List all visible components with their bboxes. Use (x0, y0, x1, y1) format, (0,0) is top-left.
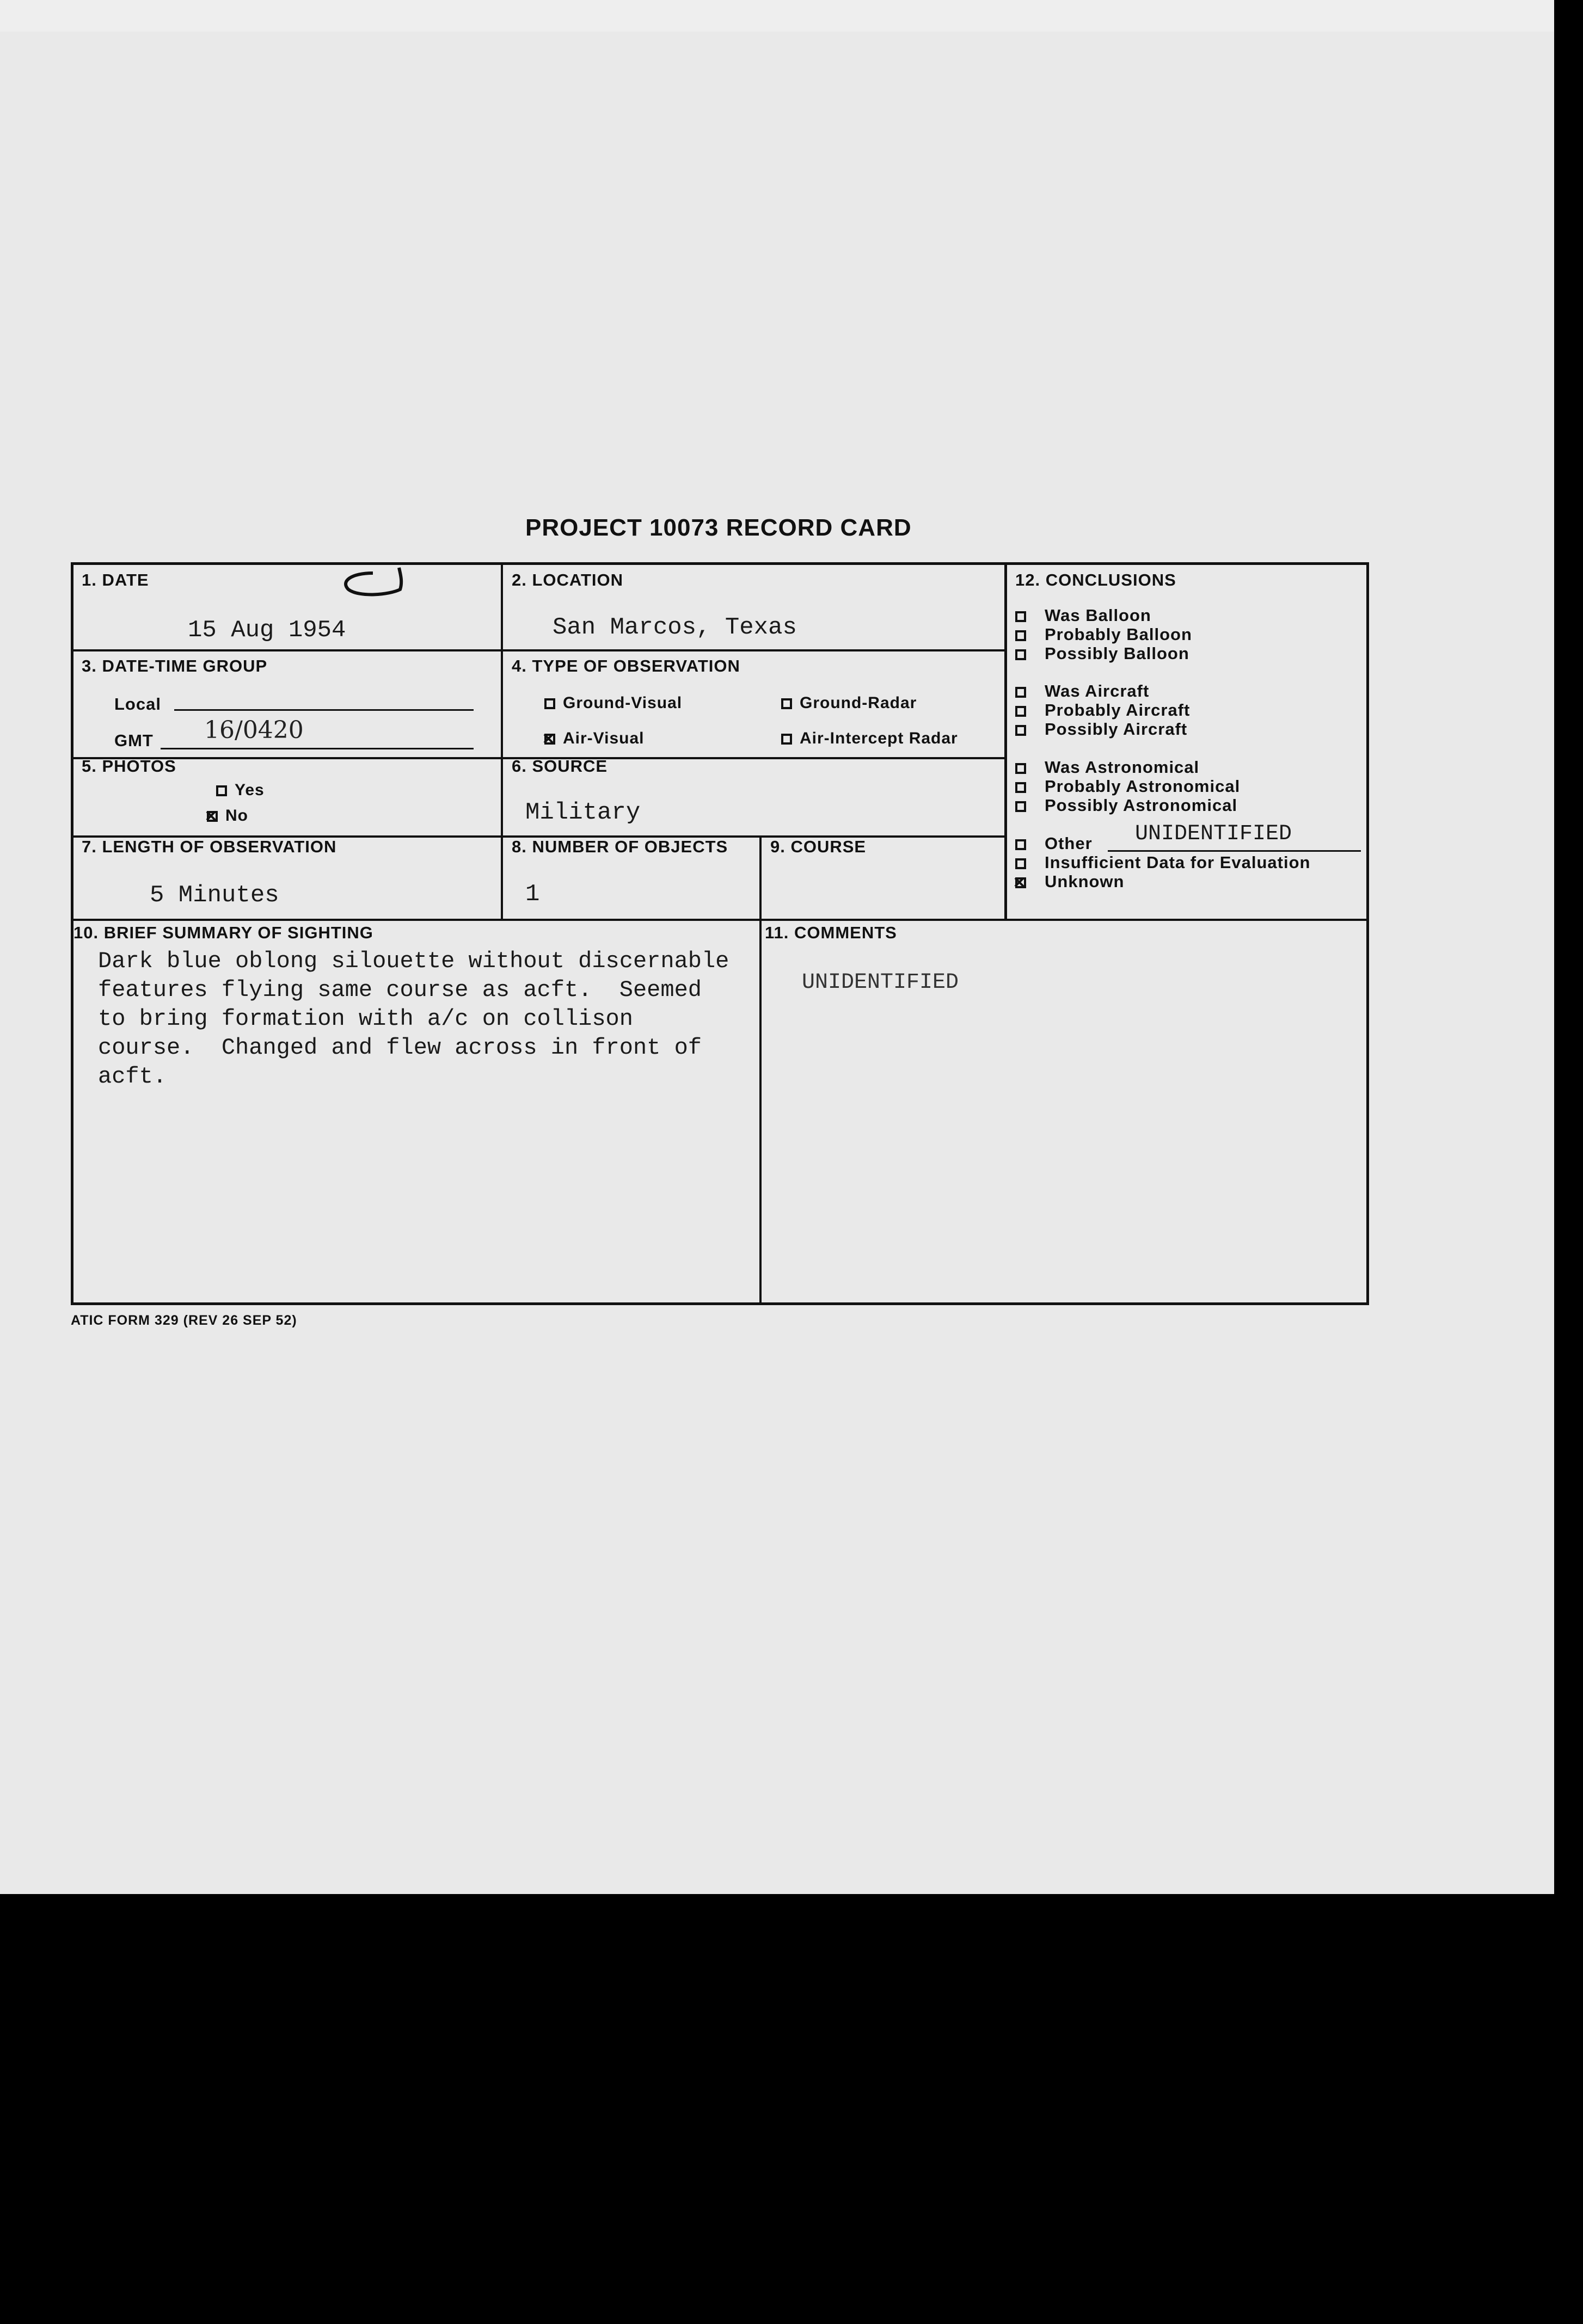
checkbox-icon (1015, 611, 1026, 622)
checkbox-icon (1015, 630, 1026, 641)
date-time-group-label: 3. DATE-TIME GROUP (82, 656, 268, 675)
conclusion-was-aircraft: Was Aircraft (1015, 681, 1149, 701)
number-value: 1 (525, 881, 540, 908)
course-label: 9. COURSE (770, 837, 867, 856)
checkbox-icon (1015, 649, 1026, 660)
top-strip (0, 0, 1554, 32)
comments-label: 11. COMMENTS (765, 923, 897, 942)
checkbox-icon (781, 698, 792, 709)
summary-label: 10. BRIEF SUMMARY OF SIGHTING (73, 923, 373, 942)
date-value: 15 Aug 1954 (188, 617, 346, 644)
conclusion-unknown: ×Unknown (1015, 872, 1125, 892)
option-air-intercept-radar: Air-Intercept Radar (781, 729, 958, 748)
location-value: San Marcos, Texas (553, 614, 797, 641)
checkbox-icon (1015, 687, 1026, 698)
checkbox-icon (1015, 858, 1026, 869)
conclusion-probably-balloon: Probably Balloon (1015, 625, 1192, 644)
form-footer: ATIC FORM 329 (REV 26 SEP 52) (71, 1313, 297, 1328)
checkbox-icon (544, 698, 555, 709)
record-card (71, 562, 1369, 1305)
gmt-value: 16/0420 (204, 716, 304, 744)
summary-line: acft. (98, 1063, 167, 1090)
card-title: PROJECT 10073 RECORD CARD (525, 514, 912, 541)
conclusion-probably-astronomical: Probably Astronomical (1015, 777, 1240, 796)
checked-box-icon (1015, 877, 1026, 888)
checked-box-icon (207, 811, 218, 822)
local-label: Local (114, 694, 161, 714)
type-of-observation-label: 4. TYPE OF OBSERVATION (512, 656, 740, 675)
summary-line: to bring formation with a/c on collison (98, 1006, 633, 1032)
source-value: Military (525, 799, 641, 826)
checkbox-icon (1015, 725, 1026, 736)
option-photos-yes: Yes (216, 781, 265, 800)
conclusion-possibly-balloon: Possibly Balloon (1015, 644, 1189, 663)
date-label: 1. DATE (82, 570, 149, 589)
scan-background (0, 1894, 1583, 2324)
handwritten-mark-icon (335, 565, 411, 603)
checkbox-icon (1015, 839, 1026, 850)
summary-line: Dark blue oblong silouette without discernable (98, 948, 729, 974)
option-ground-visual: Ground-Visual (544, 694, 682, 712)
checkbox-icon (1015, 706, 1026, 717)
conclusions-label: 12. CONCLUSIONS (1015, 570, 1176, 589)
checkbox-icon (1015, 782, 1026, 793)
conclusion-probably-aircraft: Probably Aircraft (1015, 700, 1190, 720)
location-label: 2. LOCATION (512, 570, 624, 589)
option-ground-radar: Ground-Radar (781, 694, 917, 712)
comments-value: UNIDENTIFIED (802, 970, 959, 995)
conclusion-possibly-aircraft: Possibly Aircraft (1015, 720, 1187, 739)
option-air-visual: ×Air-Visual (544, 729, 645, 748)
conclusion-other: Other (1015, 834, 1093, 853)
conclusion-possibly-astronomical: Possibly Astronomical (1015, 796, 1237, 815)
checked-box-icon (544, 734, 555, 745)
summary-line: course. Changed and flew across in front of (98, 1035, 702, 1061)
scan-edge (1554, 0, 1583, 1894)
source-label: 6. SOURCE (512, 757, 608, 776)
checkbox-icon (1015, 801, 1026, 812)
checkbox-icon (781, 734, 792, 745)
checkbox-icon (216, 785, 227, 796)
photos-label: 5. PHOTOS (82, 757, 176, 776)
length-label: 7. LENGTH OF OBSERVATION (82, 837, 337, 856)
length-value: 5 Minutes (150, 882, 279, 909)
option-photos-no: ×No (207, 807, 248, 825)
conclusion-insufficient-data: Insufficient Data for Evaluation (1015, 853, 1310, 872)
checkbox-icon (1015, 763, 1026, 774)
summary-text (98, 947, 778, 1091)
number-label: 8. NUMBER OF OBJECTS (512, 837, 728, 856)
conclusion-was-astronomical: Was Astronomical (1015, 758, 1199, 777)
conclusion-other-value: UNIDENTIFIED (1135, 822, 1292, 846)
gmt-label: GMT (114, 731, 154, 750)
conclusion-was-balloon: Was Balloon (1015, 606, 1151, 625)
summary-line: features flying same course as acft. Seemed (98, 977, 702, 1003)
